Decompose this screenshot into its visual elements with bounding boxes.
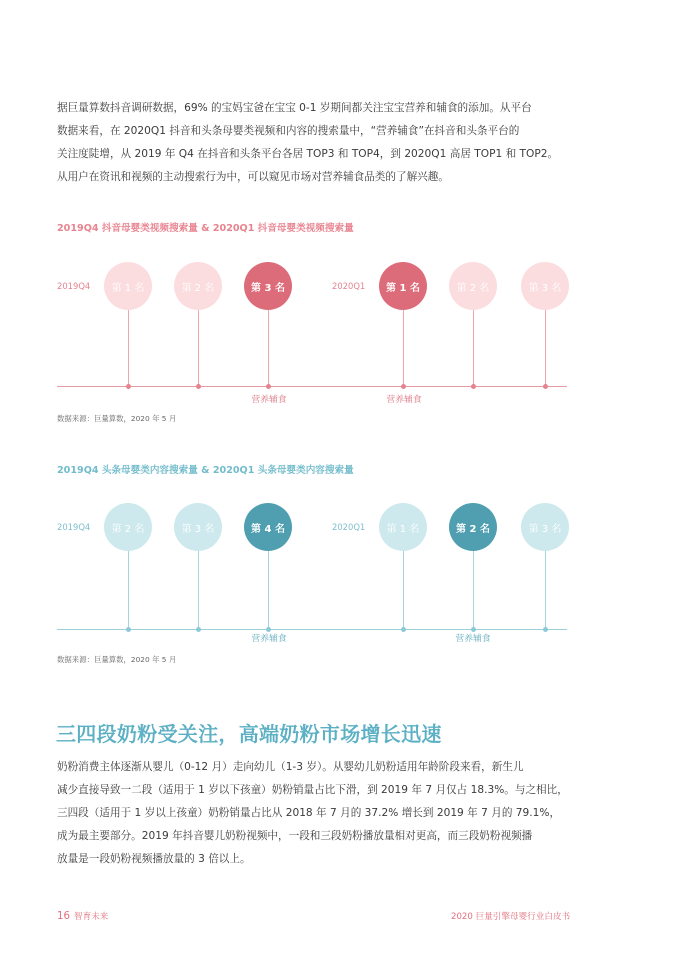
section-line: 成为最主要部分。2019 年抖音婴儿奶粉视频中，一段和三段奶粉播放量相对更高，而三段奶粉视频播 bbox=[57, 830, 533, 842]
rank-node-highlight: 第 3 名 bbox=[244, 262, 292, 310]
chart-baseline bbox=[57, 386, 567, 387]
section-line: 三四段（适用于 1 岁以上孩童）奶粉销量占比从 2018 年 7 月的 37.2% 增长到 2019 年 7 月的 79.1%， bbox=[57, 807, 561, 819]
rank-node: 第 3 名 bbox=[174, 503, 222, 551]
rank-dot bbox=[401, 627, 406, 632]
section-line: 奶粉消费主体逐渐从婴儿（0-12 月）走向幼儿（1-3 岁）。从婴幼儿奶粉适用年龄阶段来看，新生儿 bbox=[57, 761, 524, 773]
section-heading: 三四段奶粉受关注，高端奶粉市场增长迅速 bbox=[56, 722, 442, 746]
chart-title-douyin: 2019Q4 抖音母婴类视频搜索量 & 2020Q1 抖音母婴类视频搜索量 bbox=[57, 223, 354, 234]
rank-node: 第 2 名 bbox=[449, 262, 497, 310]
chart-title-toutiao: 2019Q4 头条母婴类内容搜索量 & 2020Q1 头条母婴类内容搜索量 bbox=[57, 465, 354, 476]
rank-node: 第 3 名 bbox=[521, 503, 569, 551]
group-label-2020q1: 2020Q1 bbox=[332, 522, 366, 532]
chart-douyin-ranking bbox=[57, 262, 567, 407]
section-line: 减少直接导致一二段（适用于 1 岁以下孩童）奶粉销量占比下滑，到 2019 年 7 月仅占 18.3%。与之相比， bbox=[57, 784, 568, 796]
highlight-annotation: 营养辅食 bbox=[455, 634, 491, 644]
footer-section-name: 智育未来 bbox=[73, 912, 109, 922]
group-label-2020q1: 2020Q1 bbox=[332, 281, 366, 291]
data-source: 数据来源：巨量算数，2020 年 5 月 bbox=[57, 414, 177, 423]
highlight-annotation: 营养辅食 bbox=[251, 395, 287, 405]
rank-node: 第 1 名 bbox=[104, 262, 152, 310]
group-label-2019q4: 2019Q4 bbox=[57, 281, 91, 291]
rank-dot bbox=[543, 627, 548, 632]
highlight-annotation: 营养辅食 bbox=[251, 634, 287, 644]
section-line: 放量是一段奶粉视频播放量的 3 倍以上。 bbox=[57, 853, 251, 865]
rank-node: 第 3 名 bbox=[521, 262, 569, 310]
rank-dot bbox=[543, 384, 548, 389]
rank-dot bbox=[471, 384, 476, 389]
rank-dot bbox=[401, 384, 406, 389]
page-number: 16 bbox=[57, 911, 70, 922]
intro-line: 数据来看，在 2020Q1 抖音和头条母婴类视频和内容的搜索量中，“营养辅食”在抖音和头条平台的 bbox=[57, 125, 520, 137]
data-source: 数据来源：巨量算数，2020 年 5 月 bbox=[57, 655, 177, 664]
intro-paragraph bbox=[57, 97, 637, 189]
intro-line: 从用户在资讯和视频的主动搜索行为中，可以窥见市场对营养辅食品类的了解兴趣。 bbox=[57, 171, 449, 183]
rank-node-highlight: 第 2 名 bbox=[449, 503, 497, 551]
intro-line: 据巨量算数抖音调研数据，69% 的宝妈宝爸在宝宝 0-1 岁期间都关注宝宝营养和辅食的添加。从平台 bbox=[57, 102, 532, 114]
chart-baseline bbox=[57, 629, 567, 630]
section-paragraph bbox=[57, 756, 637, 871]
intro-line: 关注度陡增，从 2019 年 Q4 在抖音和头条平台各居 TOP3 和 TOP4，到 2020Q1 高居 TOP1 和 TOP2。 bbox=[57, 148, 559, 160]
rank-dot bbox=[196, 627, 201, 632]
rank-node: 第 1 名 bbox=[379, 503, 427, 551]
chart-toutiao-ranking bbox=[57, 503, 567, 648]
highlight-annotation: 营养辅食 bbox=[386, 395, 422, 405]
rank-node-highlight: 第 1 名 bbox=[379, 262, 427, 310]
rank-dot bbox=[126, 627, 131, 632]
rank-node: 第 2 名 bbox=[104, 503, 152, 551]
rank-dot bbox=[126, 384, 131, 389]
footer-left bbox=[57, 910, 108, 922]
rank-dot bbox=[266, 384, 271, 389]
group-label-2019q4: 2019Q4 bbox=[57, 522, 91, 532]
rank-node: 第 2 名 bbox=[174, 262, 222, 310]
rank-node-highlight: 第 4 名 bbox=[244, 503, 292, 551]
rank-dot bbox=[196, 384, 201, 389]
footer-publication: 2020 巨量引擎母婴行业白皮书 bbox=[451, 912, 571, 922]
